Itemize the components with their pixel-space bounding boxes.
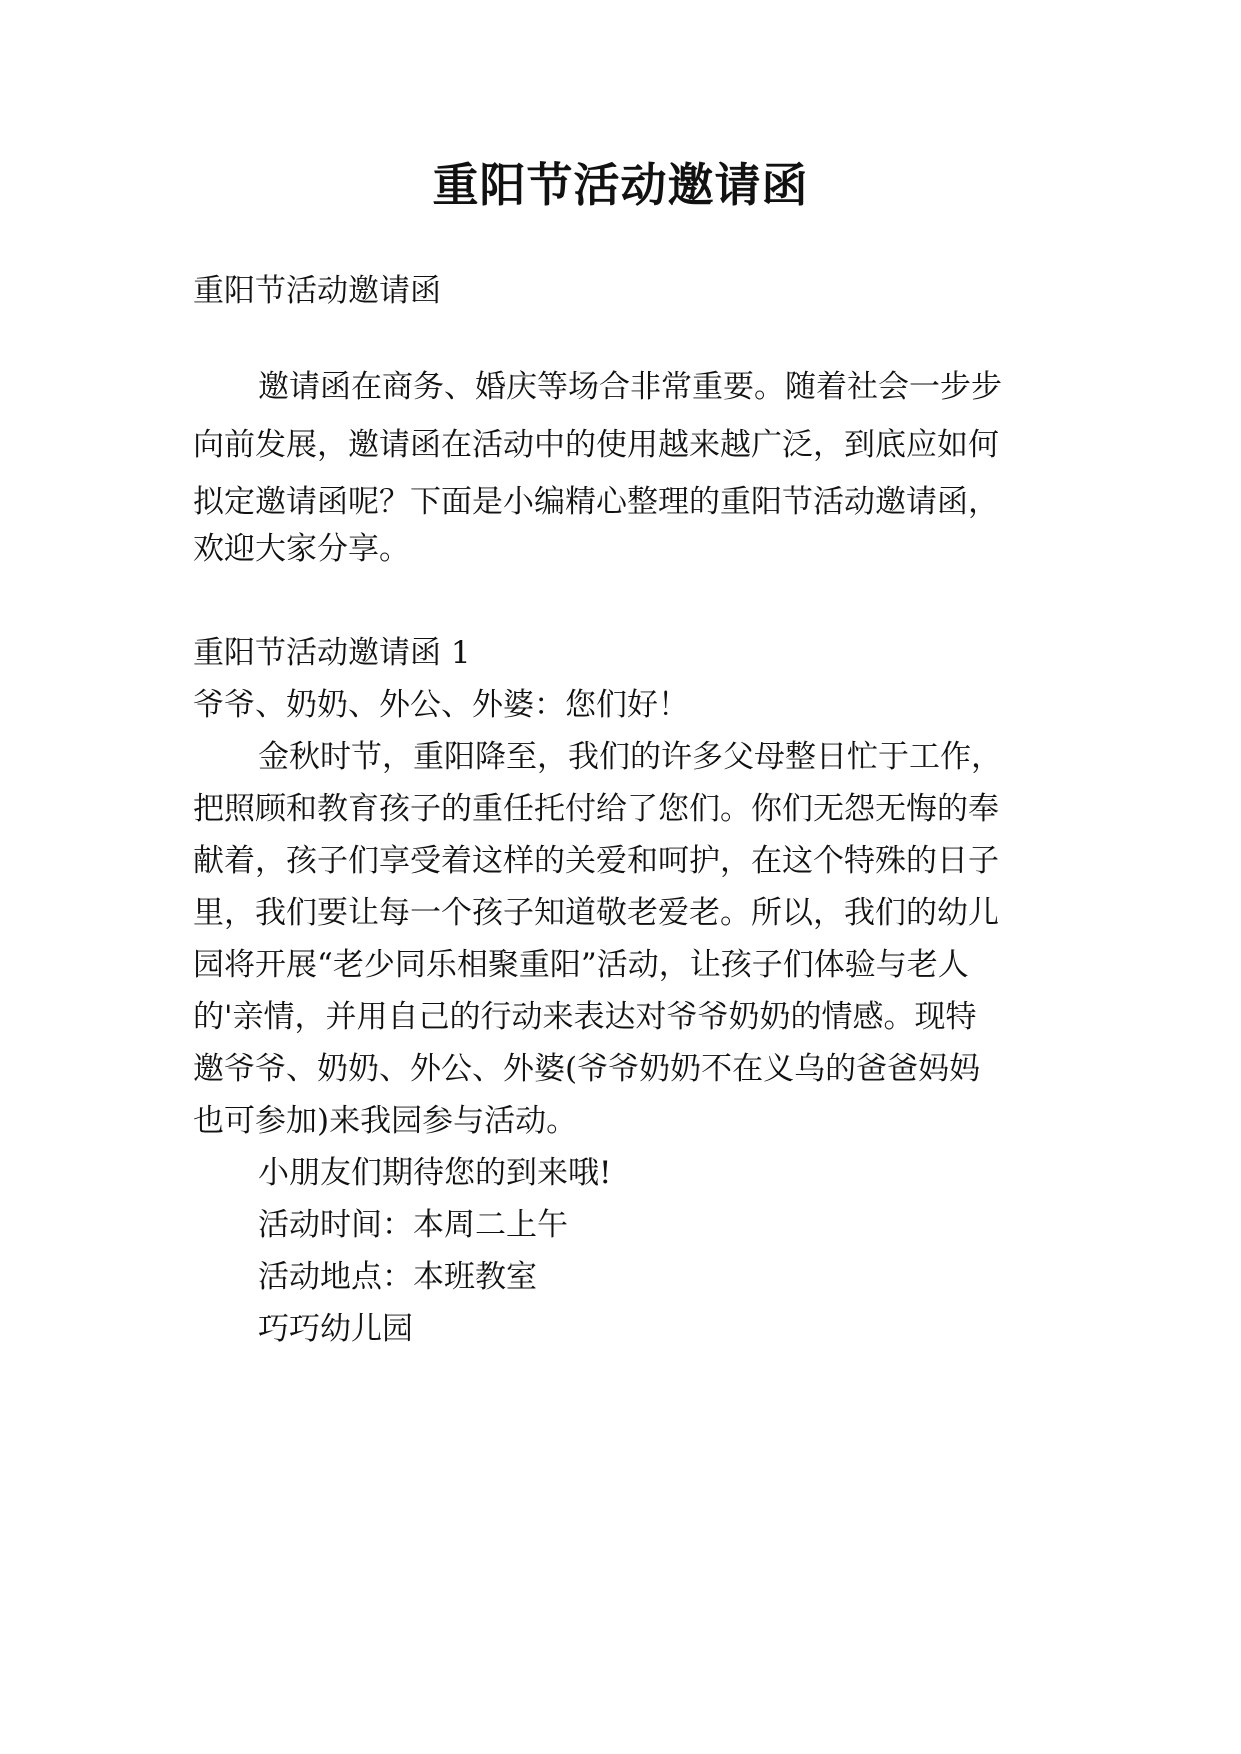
intro-line-4: 欢迎大家分享。 [193, 531, 410, 567]
document-title: 重阳节活动邀请函 [432, 158, 809, 212]
section-heading: 重阳节活动邀请函 1 [193, 635, 471, 671]
activity-time: 活动时间：本周二上午 [258, 1207, 568, 1243]
signature: 巧巧幼儿园 [258, 1311, 413, 1347]
letter-line-4: 里，我们要让每一个孩子知道敬老爱老。所以，我们的幼儿 [193, 895, 999, 931]
intro-line-3: 拟定邀请函呢？下面是小编精心整理的重阳节活动邀请函， [193, 484, 999, 520]
closing-line: 小朋友们期待您的到来哦! [258, 1155, 612, 1191]
letter-line-7: 邀爷爷、奶奶、外公、外婆(爷爷奶奶不在义乌的爸爸妈妈 [193, 1051, 981, 1087]
letter-line-3: 献着，孩子们享受着这样的关爱和呵护，在这个特殊的日子 [193, 843, 999, 879]
letter-line-2: 把照顾和教育孩子的重任托付给了您们。你们无怨无悔的奉 [193, 791, 999, 827]
letter-line-8: 也可参加)来我园参与活动。 [193, 1103, 578, 1139]
letter-line-1: 金秋时节，重阳降至，我们的许多父母整日忙于工作， [258, 739, 1002, 775]
document-subtitle: 重阳节活动邀请函 [193, 273, 441, 309]
letter-line-6: 的'亲情，并用自己的行动来表达对爷爷奶奶的情感。现特 [193, 999, 977, 1035]
intro-line-1: 邀请函在商务、婚庆等场合非常重要。随着社会一步步 [258, 369, 1002, 405]
activity-place: 活动地点：本班教室 [258, 1259, 537, 1295]
intro-line-2: 向前发展，邀请函在活动中的使用越来越广泛，到底应如何 [193, 427, 999, 463]
letter-line-5: 园将开展“老少同乐相聚重阳”活动，让孩子们体验与老人 [193, 947, 969, 983]
salutation: 爷爷、奶奶、外公、外婆：您们好！ [193, 687, 689, 723]
